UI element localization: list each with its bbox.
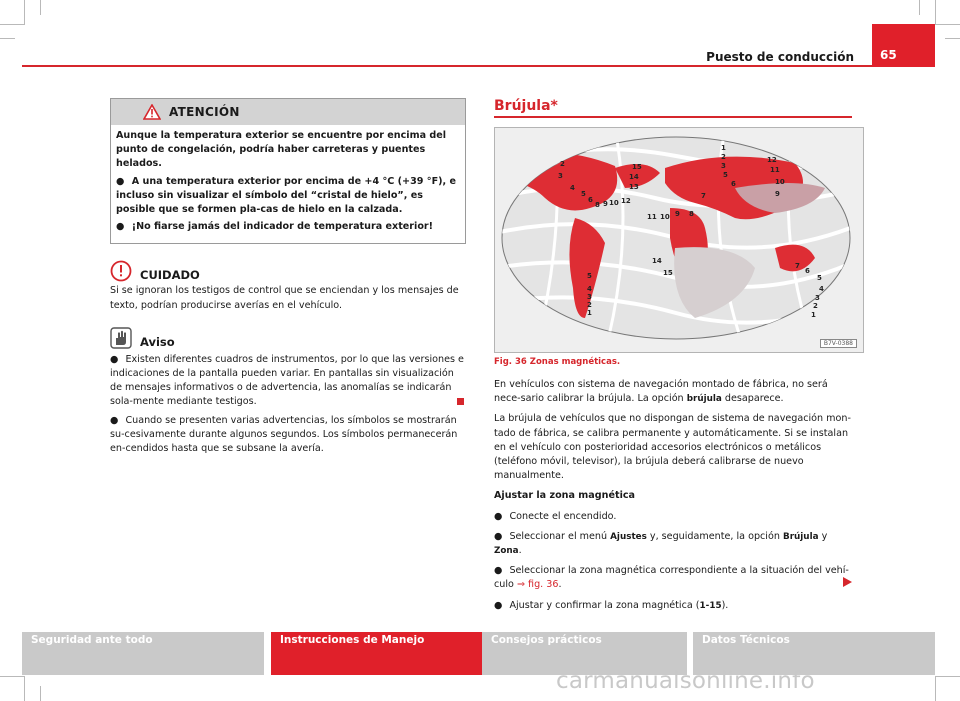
svg-text:10: 10 (775, 178, 785, 186)
notice-title: Aviso (140, 334, 175, 349)
bullet-icon: ● (494, 599, 503, 611)
page-number: 65 (872, 24, 935, 67)
svg-text:5: 5 (723, 171, 728, 179)
crop-mark (40, 0, 41, 15)
notice-item-text: Cuando se presenten varias advertencias, los símbolos se mostrarán su-cesivamente durante algunos segundos. Los símbolos permanecerán en-cendidos hasta que se subsane la avería. (110, 414, 458, 455)
bullet-icon: ● (494, 510, 503, 522)
footer-tab-consejos[interactable]: Consejos prácticos (482, 632, 687, 675)
svg-text:2: 2 (587, 301, 592, 309)
crop-mark (935, 676, 936, 701)
svg-text:1: 1 (721, 144, 726, 152)
warning-header (111, 99, 465, 125)
svg-text:5: 5 (817, 274, 822, 282)
figure-reference-link[interactable]: ⇒ fig. 36 (516, 579, 559, 591)
subheading-adjust-zone: Ajustar la zona magnética (494, 490, 636, 502)
svg-text:10: 10 (660, 213, 670, 221)
svg-text:4: 4 (570, 184, 575, 192)
svg-text:2: 2 (560, 160, 565, 168)
warning-title: ATENCIÓN (169, 105, 240, 119)
svg-text:5: 5 (587, 272, 592, 280)
svg-text:7: 7 (795, 262, 800, 270)
crop-mark (24, 0, 25, 25)
compass-paragraph-1: En vehículos con sistema de navegación montado de fábrica, no será nece-sario calibrar la brújula. La opción brújula desaparece. (494, 379, 828, 405)
svg-text:8: 8 (595, 201, 600, 209)
warning-bullet-text: ¡No fiarse jamás del indicador de temperatura exterior! (131, 221, 434, 233)
svg-text:2: 2 (721, 153, 726, 161)
zone-range: 1-15 (699, 600, 722, 611)
right-column (494, 98, 851, 613)
menu-brujula-option: Brújula (782, 531, 819, 542)
svg-text:4: 4 (587, 285, 592, 293)
svg-text:1: 1 (587, 309, 592, 317)
bullet-icon: ● (116, 175, 125, 187)
warning-triangle-icon (143, 104, 161, 120)
watermark: carmanualsonline.info (556, 668, 815, 694)
svg-text:6: 6 (588, 196, 593, 204)
svg-text:3: 3 (815, 294, 820, 302)
warning-bullet (116, 220, 460, 234)
svg-text:13: 13 (629, 183, 639, 191)
svg-text:10: 10 (609, 199, 619, 207)
svg-text:14: 14 (652, 257, 662, 265)
svg-text:7: 7 (701, 192, 706, 200)
svg-text:14: 14 (629, 173, 639, 181)
svg-text:3: 3 (721, 162, 726, 170)
footer-tab-instrucciones[interactable]: Instrucciones de Manejo (271, 632, 513, 675)
figure-caption: Fig. 36 Zonas magnéticas. (494, 357, 621, 367)
warning-bullet-text: A una temperatura exterior por encima de +4 °C (+39 °F), e incluso sin visualizar el símbolo del “cristal de hielo”, es posible que se formen pla-cas de hielo en la calzada. (116, 175, 456, 216)
compass-text (494, 378, 851, 613)
figure-code: B7V-0388 (820, 339, 857, 348)
notice-body (110, 353, 467, 456)
caution-body (110, 284, 467, 312)
caution-header (110, 260, 467, 282)
caution-circle-icon (110, 260, 132, 282)
menu-ajustes: Ajustes (610, 531, 647, 542)
step-1: ● Conecte el encendido. (494, 510, 617, 522)
bullet-icon: ● (116, 221, 125, 233)
crop-mark (945, 38, 960, 39)
section-title: Brújula* (494, 98, 852, 118)
bullet-icon: ● (494, 565, 503, 577)
info-hand-icon (110, 327, 132, 349)
svg-text:6: 6 (731, 180, 736, 188)
svg-text:12: 12 (621, 197, 631, 205)
bullet-icon: ● (494, 530, 503, 542)
compass-paragraph-2: La brújula de vehículos que no dispongan de sistema de navegación mon-tado de fábrica, se calibra permanente y automáticamente. Si se instalan en el vehículo con posterioridad accesorios electrónicos o metálicos (teléfono móvil, televisor), la brújula deberá calibrarse de nuevo manualmente. (494, 413, 851, 482)
crop-mark (0, 24, 25, 25)
running-title: Puesto de conducción (706, 50, 854, 64)
crop-mark (0, 38, 15, 39)
section-end-mark (457, 398, 464, 405)
notice-header (110, 327, 467, 349)
notice-item-text: Existen diferentes cuadros de instrumentos, por lo que las versiones e indicaciones de la pantalla pueden variar. En pantallas sin visualización de mensajes informativos o de advertencia, las anomalías se indicarán sola-mente mediante testigos. (110, 353, 464, 408)
step-3: ● Seleccionar la zona magnética correspondiente a la situación del vehí-culo ⇒ fig. 36. (494, 565, 849, 591)
svg-text:4: 4 (819, 285, 824, 293)
warning-paragraph: Aunque la temperatura exterior se encuentre por encima del punto de congelación, podría haber carreteras y puentes helados. (116, 130, 447, 170)
magnetic-zones-figure (494, 127, 864, 353)
notice-item (110, 414, 467, 457)
crop-mark (935, 676, 960, 677)
svg-text:9: 9 (603, 200, 608, 208)
crop-mark (919, 0, 920, 15)
crop-mark (24, 676, 25, 701)
svg-text:2: 2 (813, 302, 818, 310)
svg-text:11: 11 (770, 166, 780, 174)
left-column (110, 98, 467, 456)
menu-brujula: brújula (686, 394, 722, 405)
world-map-zones (495, 128, 863, 352)
bullet-icon: ● (110, 414, 119, 426)
crop-mark (40, 686, 41, 701)
svg-text:8: 8 (689, 210, 694, 218)
footer-tab-datos[interactable]: Datos Técnicos (693, 632, 935, 675)
svg-text:9: 9 (775, 190, 780, 198)
menu-zona: Zona (494, 546, 519, 557)
svg-text:1: 1 (811, 311, 816, 319)
svg-text:3: 3 (558, 172, 563, 180)
svg-text:12: 12 (767, 156, 777, 164)
crop-mark (935, 0, 936, 25)
warning-box (110, 98, 466, 244)
warning-bullet (116, 175, 460, 218)
continue-arrow-icon (843, 577, 852, 587)
step-2: ● Seleccionar el menú Ajustes y, seguidamente, la opción Brújula y Zona. (494, 530, 828, 557)
svg-text:5: 5 (581, 190, 586, 198)
svg-text:15: 15 (663, 269, 673, 277)
svg-text:6: 6 (805, 267, 810, 275)
footer-tab-seguridad[interactable]: Seguridad ante todo (22, 632, 264, 675)
bullet-icon: ● (110, 353, 119, 365)
crop-mark (935, 24, 960, 25)
svg-text:9: 9 (675, 210, 680, 218)
header-rule (22, 65, 935, 67)
caution-title: CUIDADO (140, 268, 200, 283)
step-4: ● Ajustar y confirmar la zona magnética (1-15). (494, 599, 729, 611)
warning-body (111, 125, 465, 243)
notice-item (110, 353, 467, 410)
svg-text:11: 11 (647, 213, 657, 221)
caution-text: Si se ignoran los testigos de control que se enciendan y los mensajes de texto, podrían producirse averías en el vehículo. (110, 285, 459, 311)
svg-text:3: 3 (587, 293, 592, 301)
svg-text:15: 15 (632, 163, 642, 171)
crop-mark (0, 676, 25, 677)
